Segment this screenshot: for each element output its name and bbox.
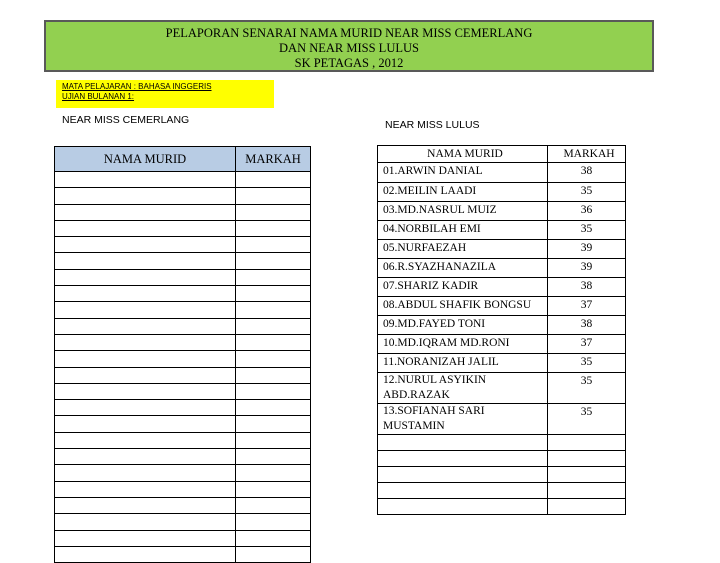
table-row (55, 286, 311, 302)
student-name: 04.NORBILAH EMI (378, 221, 548, 240)
table-row (378, 221, 626, 240)
mark-cell (236, 432, 311, 448)
table-row (55, 432, 311, 448)
name-cell (55, 383, 236, 399)
student-name: 02.MEILIN LAADI (378, 183, 548, 202)
student-mark: 39 (548, 259, 626, 278)
mark-cell (236, 351, 311, 367)
table-row (378, 483, 626, 499)
column-header-name: NAMA MURID (378, 146, 548, 163)
table-row (55, 253, 311, 269)
header-line-2: DAN NEAR MISS LULUS (279, 41, 419, 55)
name-cell (55, 286, 236, 302)
mark-cell (236, 253, 311, 269)
table-row (55, 269, 311, 285)
student-name: 12.NURUL ASYIKIN ABD.RAZAK (378, 373, 548, 404)
column-header-mark: MARKAH (236, 147, 311, 172)
mark-cell (236, 318, 311, 334)
table-row (378, 354, 626, 373)
header-line-1: PELAPORAN SENARAI NAMA MURID NEAR MISS CEMERLANG (165, 26, 533, 40)
name-cell (55, 416, 236, 432)
table-row (378, 259, 626, 278)
table-header-row (378, 146, 626, 163)
table-row (55, 334, 311, 350)
student-mark: 36 (548, 202, 626, 221)
student-mark: 35 (548, 404, 626, 435)
name-cell (55, 432, 236, 448)
name-cell (378, 499, 548, 515)
table-row (55, 351, 311, 367)
table-row (55, 465, 311, 481)
column-header-name: NAMA MURID (55, 147, 236, 172)
name-cell (55, 400, 236, 416)
mark-cell (236, 546, 311, 562)
name-cell (55, 302, 236, 318)
table-row (55, 188, 311, 204)
near-miss-cemerlang-title: NEAR MISS CEMERLANG (62, 114, 190, 126)
table-row (378, 404, 626, 435)
name-cell (55, 318, 236, 334)
table-row (55, 530, 311, 546)
mark-cell (236, 188, 311, 204)
table-row (378, 467, 626, 483)
near-miss-lulus-title: NEAR MISS LULUS (385, 119, 480, 131)
mark-cell (236, 334, 311, 350)
cemerlang-table-body (55, 172, 311, 563)
name-cell (55, 204, 236, 220)
student-mark: 35 (548, 183, 626, 202)
table-row (55, 220, 311, 236)
name-cell (55, 334, 236, 350)
table-row (55, 318, 311, 334)
table-row (55, 204, 311, 220)
student-name: 09.MD.FAYED TONI (378, 316, 548, 335)
lulus-table-body (378, 163, 626, 515)
mark-cell (236, 465, 311, 481)
table-row (55, 383, 311, 399)
mark-cell (236, 383, 311, 399)
table-row (55, 514, 311, 530)
name-cell (55, 514, 236, 530)
table-row (378, 316, 626, 335)
student-name: 10.MD.IQRAM MD.RONI (378, 335, 548, 354)
student-name: 07.SHARIZ KADIR (378, 278, 548, 297)
table-row (378, 373, 626, 404)
name-cell (55, 465, 236, 481)
student-name: 11.NORANIZAH JALIL (378, 354, 548, 373)
table-row (378, 297, 626, 316)
mark-cell (236, 237, 311, 253)
student-mark: 39 (548, 240, 626, 259)
mark-cell (236, 220, 311, 236)
name-cell (55, 367, 236, 383)
table-row (378, 240, 626, 259)
student-mark: 38 (548, 163, 626, 183)
table-row (55, 302, 311, 318)
mark-cell (236, 514, 311, 530)
mark-cell (236, 400, 311, 416)
subject-line: MATA PELAJARAN : BAHASA INGGERIS (62, 82, 212, 91)
mark-cell (548, 483, 626, 499)
table-row (55, 416, 311, 432)
table-row (378, 435, 626, 451)
mark-cell (236, 449, 311, 465)
table-row (55, 449, 311, 465)
name-cell (55, 351, 236, 367)
mark-cell (236, 497, 311, 513)
mark-cell (548, 499, 626, 515)
table-row (55, 237, 311, 253)
student-mark: 35 (548, 373, 626, 404)
mark-cell (236, 367, 311, 383)
table-row (55, 481, 311, 497)
mark-cell (236, 530, 311, 546)
name-cell (55, 220, 236, 236)
mark-cell (548, 451, 626, 467)
name-cell (378, 435, 548, 451)
name-cell (55, 497, 236, 513)
name-cell (55, 481, 236, 497)
lulus-table (377, 145, 626, 515)
name-cell (55, 546, 236, 562)
name-cell (55, 253, 236, 269)
name-cell (55, 188, 236, 204)
name-cell (378, 483, 548, 499)
table-row (378, 499, 626, 515)
name-cell (55, 449, 236, 465)
header-line-3: SK PETAGAS , 2012 (294, 56, 404, 70)
subject-info-box (56, 80, 274, 108)
student-mark: 35 (548, 354, 626, 373)
student-name: 08.ABDUL SHAFIK BONGSU (378, 297, 548, 316)
mark-cell (236, 302, 311, 318)
mark-cell (236, 204, 311, 220)
table-row (55, 497, 311, 513)
name-cell (378, 451, 548, 467)
name-cell (55, 172, 236, 188)
table-row (55, 546, 311, 562)
name-cell (55, 237, 236, 253)
student-mark: 37 (548, 335, 626, 354)
student-mark: 37 (548, 297, 626, 316)
table-row (378, 451, 626, 467)
table-row (378, 278, 626, 297)
mark-cell (236, 286, 311, 302)
mark-cell (548, 467, 626, 483)
mark-cell (236, 172, 311, 188)
table-row (55, 172, 311, 188)
name-cell (378, 467, 548, 483)
student-mark: 38 (548, 316, 626, 335)
table-row (378, 183, 626, 202)
exam-line: UJIAN BULANAN 1: (62, 92, 135, 101)
name-cell (55, 530, 236, 546)
table-row (378, 163, 626, 183)
table-row (378, 202, 626, 221)
student-name: 01.ARWIN DANIAL (378, 163, 548, 183)
name-cell (55, 269, 236, 285)
mark-cell (236, 416, 311, 432)
student-name: 13.SOFIANAH SARI MUSTAMIN (378, 404, 548, 435)
mark-cell (236, 269, 311, 285)
student-mark: 35 (548, 221, 626, 240)
column-header-mark: MARKAH (548, 146, 626, 163)
report-header (44, 20, 654, 72)
table-header-row (55, 147, 311, 172)
mark-cell (236, 481, 311, 497)
student-name: 03.MD.NASRUL MUIZ (378, 202, 548, 221)
mark-cell (548, 435, 626, 451)
cemerlang-table (54, 146, 311, 563)
student-name: 05.NURFAEZAH (378, 240, 548, 259)
student-name: 06.R.SYAZHANAZILA (378, 259, 548, 278)
student-mark: 38 (548, 278, 626, 297)
table-row (378, 335, 626, 354)
table-row (55, 367, 311, 383)
table-row (55, 400, 311, 416)
